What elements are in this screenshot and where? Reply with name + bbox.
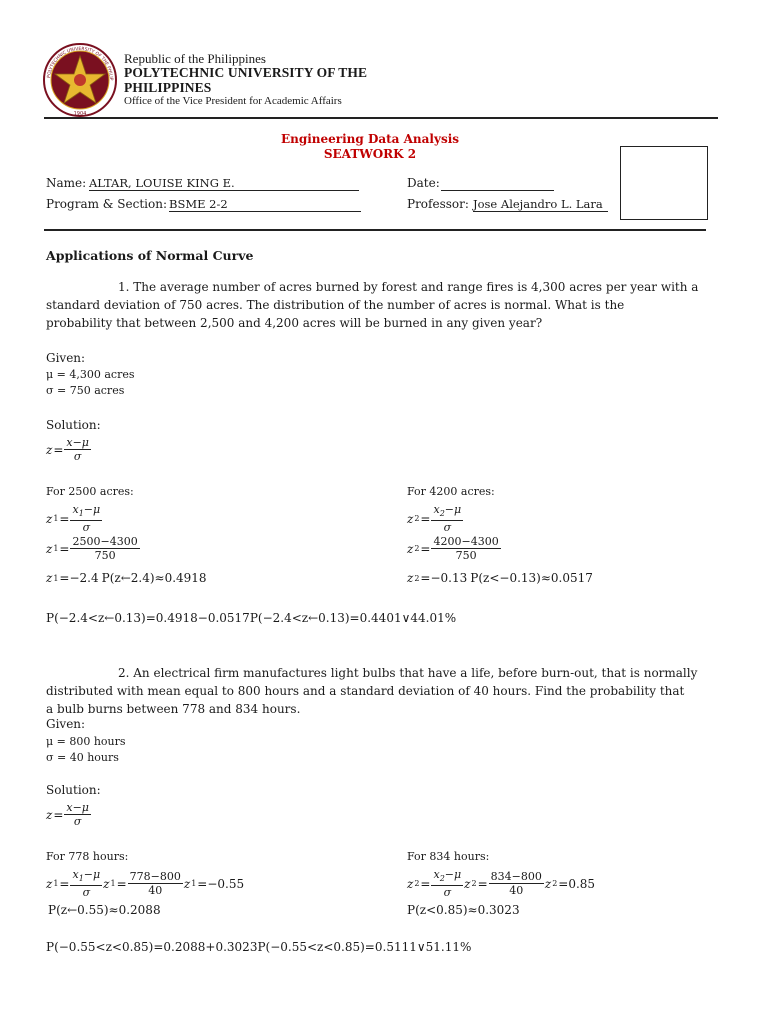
p1-given-mu: μ = 4,300 acres [46, 368, 135, 381]
header-office: Office of the Vice President for Academic Affairs [124, 95, 342, 107]
activity-title: SEATWORK 2 [323, 147, 417, 161]
p2-given-mu: μ = 800 hours [46, 735, 126, 748]
problem2-line3: a bulb burns between 778 and 834 hours. [46, 702, 301, 716]
problem1-line2: standard deviation of 750 acres. The distribution of the number of acres is normal. What is the [46, 298, 625, 312]
p1-z2-substitution: z 2 = $\frac{4200-4300}{750}$ [407, 535, 499, 562]
header-university: POLYTECHNIC UNIVERSITY OF THE [124, 65, 368, 80]
problem2-line2: distributed with mean equal to 800 hours and a standard deviation of 40 hours. Find the probability that [46, 684, 685, 698]
p1-z1-substitution: z 1 = $\frac{2500-4300}{750}$ [46, 535, 138, 562]
p1-right-label: For 4200 acres: [407, 485, 495, 498]
section-title: Applications of Normal Curve [46, 248, 254, 263]
p2-left-prob: P(z←0.55)≈0.2088 [48, 903, 161, 917]
header-university-cont: PHILIPPINES [124, 80, 212, 95]
p1-left-label: For 2500 acres: [46, 485, 134, 498]
p1-z-formula: z = $\frac{x-\mu}{\sigma}$ [46, 436, 89, 463]
header-rule [44, 117, 718, 119]
seal-text: POLYTECHNIC UNIVERSITY OF THE PHILIP [47, 46, 114, 81]
problem1-line3: probability that between 2,500 and 4,200 acres will be burned in any given year? [46, 316, 543, 330]
p2-left-label: For 778 hours: [46, 850, 129, 863]
p2-solution-label: Solution: [46, 783, 101, 797]
p2-right-prob: P(z<0.85)≈0.3023 [407, 903, 520, 917]
form-rule [44, 229, 706, 231]
seal-year: 1904 [73, 111, 87, 117]
name-field[interactable]: ALTAR, LOUISE KING E. [89, 176, 359, 191]
date-label: Date: [407, 176, 440, 190]
problem2-line1: 2. An electrical firm manufactures light bulbs that have a life, before burn-out, that is normally [118, 666, 698, 680]
professor-label: Professor: [407, 197, 469, 211]
problem1-line1: 1. The average number of acres burned by forest and range fires is 4,300 acres per year with a [118, 280, 699, 294]
p2-right-label: For 834 hours: [407, 850, 490, 863]
p1-given-label: Given: [46, 351, 86, 365]
p2-z2-formula: z 2 = $\frac{x_2-\mu}{\sigma}$ z 2 = $\frac{834-800}{40}$ z 2 =0.85 [407, 868, 596, 900]
p1-z2-result: z 2 =−0.13 P(z<−0.13)≈0.0517 [407, 571, 593, 585]
formula-z: z [46, 442, 53, 457]
p1-z1-formula: z 1 = $\frac{x_1-\mu}{\sigma}$ [46, 503, 101, 535]
p2-given-label: Given: [46, 717, 86, 731]
name-label: Name: [46, 176, 87, 190]
p1-final-answer: P(−2.4<z←0.13)=0.4918−0.0517P(−2.4<z←0.13)=0.4401∨44.01% [46, 611, 457, 625]
date-field[interactable] [441, 176, 554, 191]
p2-z1-formula: z 1 = $\frac{x_1-\mu}{\sigma}$ z 1 = $\frac{778-800}{40}$ z 1 =−0.55 [46, 868, 245, 900]
p2-z-formula: z = $\frac{x-\mu}{\sigma}$ [46, 801, 89, 828]
p1-solution-label: Solution: [46, 418, 101, 432]
photo-box [620, 146, 708, 220]
p2-given-sigma: σ = 40 hours [46, 751, 119, 764]
course-title: Engineering Data Analysis [280, 132, 460, 146]
university-seal [40, 42, 120, 118]
program-field[interactable]: BSME 2-2 [169, 197, 361, 212]
p1-given-sigma: σ = 750 acres [46, 384, 125, 397]
professor-field[interactable]: Jose Alejandro L. Lara [473, 197, 608, 212]
header-republic: Republic of the Philippines [124, 51, 266, 66]
p1-z2-formula: z 2 = $\frac{x_2-\mu}{\sigma}$ [407, 503, 462, 535]
p1-z1-result: z 1 =−2.4 P(z←2.4)≈0.4918 [46, 571, 207, 585]
p2-final-answer: P(−0.55<z<0.85)=0.2088+0.3023P(−0.55<z<0.85)=0.5111∨51.11% [46, 940, 472, 954]
program-label: Program & Section: [46, 197, 167, 211]
